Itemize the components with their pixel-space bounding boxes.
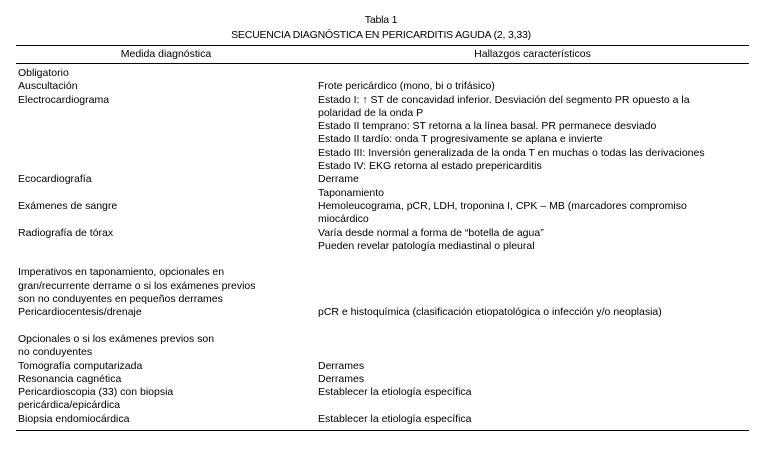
finding-cell: Establecer la etiología específica: [318, 386, 472, 399]
table-row: [18, 266, 748, 279]
finding-cell: miocárdico: [318, 213, 369, 226]
finding-cell: pCR e histoquímica (clasificación etiopatológica o infección y/o neoplasia): [318, 306, 662, 319]
finding-cell: [318, 266, 748, 279]
finding-cell: Derrames: [318, 372, 365, 385]
table-row: [18, 120, 748, 133]
table-row: [18, 147, 748, 160]
table-row: [18, 293, 748, 306]
measure-cell: [18, 320, 318, 333]
measure-cell: [18, 120, 318, 133]
table-row: [18, 200, 748, 213]
finding-cell: [318, 346, 748, 359]
measure-cell: [18, 133, 318, 146]
table-row: [18, 173, 748, 186]
table-label: Tabla 1: [364, 14, 398, 26]
measure-cell: Obligatorio: [18, 67, 69, 79]
measure-cell: Pericardioscopia (33) con biopsia: [18, 386, 174, 399]
finding-cell: [318, 293, 748, 306]
finding-cell: Varía desde normal a forma de “botella de agua”: [318, 226, 544, 239]
table-row: [18, 399, 748, 412]
measure-cell: Electrocardiograma: [18, 93, 110, 106]
measure-cell: Tomografía computarizada: [18, 359, 143, 372]
finding-cell: [318, 67, 748, 80]
table-row: [18, 187, 748, 200]
finding-cell: Estado III: Inversión generalizada de la onda T en muchas o todas las derivaciones: [318, 146, 705, 159]
table-row: [18, 160, 748, 173]
measure-cell: Imperativos en taponamiento, opcionales en: [18, 266, 225, 279]
finding-cell: Derrames: [318, 359, 365, 372]
table-row: [18, 360, 748, 373]
measure-cell: Pericardiocentesis/drenaje: [18, 306, 142, 319]
column-header-findings: Hallazgos característicos: [474, 48, 591, 60]
bottom-rule: [16, 430, 749, 431]
table-row: [18, 320, 748, 333]
table-row: [18, 280, 748, 293]
measure-cell: Opcionales o si los exámenes previos son: [18, 332, 215, 345]
table-row: [18, 107, 748, 120]
finding-cell: [318, 399, 748, 412]
table-row: [18, 306, 748, 319]
table-title: SECUENCIA DIAGNÓSTICA EN PERICARDITIS AGUDA (2, 3,33): [231, 29, 531, 41]
finding-cell: [318, 333, 748, 346]
table-row: [18, 386, 748, 399]
finding-cell: Estado I: ↑ ST de concavidad inferior. Desviación del segmento PR opuesto a la: [318, 93, 690, 106]
finding-cell: Hemoleucograma, pCR, LDH, troponina I, CPK – MB (marcadores compromiso: [318, 199, 687, 212]
measure-cell: [18, 253, 318, 266]
measure-cell: [18, 107, 318, 120]
finding-cell: [318, 253, 748, 266]
table-row: [18, 80, 748, 93]
measure-cell: Ecocardiografía: [18, 173, 92, 186]
table-row: [18, 333, 748, 346]
measure-cell: [18, 160, 318, 173]
measure-cell: Resonancia cagnética: [18, 372, 122, 385]
finding-cell: Derrame: [318, 173, 359, 186]
table-row: [18, 373, 748, 386]
finding-cell: Taponamiento: [318, 186, 384, 199]
measure-cell: [18, 213, 318, 226]
measure-cell: [18, 240, 318, 253]
measure-cell: [18, 187, 318, 200]
table-row: [18, 240, 748, 253]
finding-cell: Estado IV: EKG retorna al estado prepericarditis: [318, 160, 542, 173]
measure-cell: Radiografía de tórax: [18, 226, 114, 239]
top-rule: [16, 45, 749, 46]
table-row: [18, 67, 748, 80]
table-row: [18, 133, 748, 146]
table-row: [18, 213, 748, 226]
table-row: [18, 227, 748, 240]
measure-cell: son no conduyentes en pequeños derrames: [18, 293, 223, 306]
table-row: [18, 346, 748, 359]
measure-cell: [18, 147, 318, 160]
finding-cell: [318, 280, 748, 293]
header-rule: [16, 63, 749, 64]
finding-cell: Pueden revelar patología mediastinal o pleural: [318, 239, 535, 252]
measure-cell: pericárdica/epicárdica: [18, 399, 121, 412]
finding-cell: [318, 320, 748, 333]
finding-cell: Establecer la etiología específica: [318, 412, 472, 425]
finding-cell: polaridad de la onda P: [318, 106, 424, 119]
finding-cell: Frote pericárdico (mono, bi o trifásico): [318, 80, 495, 93]
measure-cell: no conduyentes: [18, 346, 93, 359]
table-row: [18, 413, 748, 426]
measure-cell: Auscultación: [18, 80, 78, 93]
measure-cell: Biopsia endomiocárdica: [18, 412, 130, 425]
column-header-measure: Medida diagnóstica: [120, 48, 212, 60]
measure-cell: gran/recurrente derrame o si los exámenes previos: [18, 279, 256, 292]
measure-cell: Exámenes de sangre: [18, 199, 118, 212]
finding-cell: Estado II temprano: ST retorna a la línea basal. PR permanece desviado: [318, 120, 657, 133]
finding-cell: Estado II tardío: onda T progresivamente se aplana e invierte: [318, 133, 603, 146]
table-row: [18, 253, 748, 266]
table-body: [18, 67, 748, 426]
table-row: [18, 94, 748, 107]
